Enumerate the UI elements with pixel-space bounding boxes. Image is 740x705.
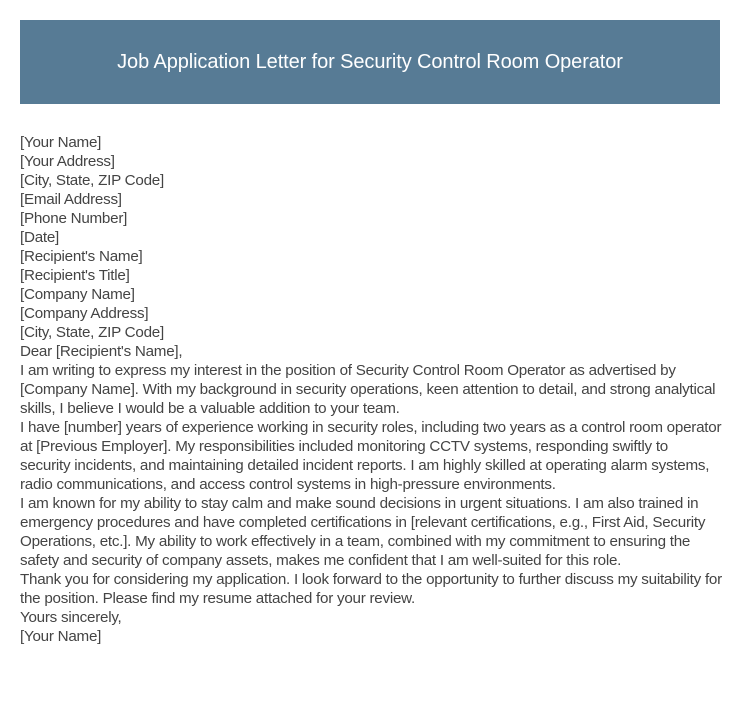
paragraph-intro: I am writing to express my interest in the position of Security Control Room Operator as advertised by [Company Name]. With my background in security operations, keen attention to detail, and strong analytical skills, I believe I would be a valuable addition to your team. — [20, 362, 716, 417]
page-title: Job Application Letter for Security Control Room Operator — [117, 50, 623, 73]
salutation: Dear [Recipient's Name], — [20, 343, 183, 360]
letter-date: [Date] — [20, 229, 60, 246]
paragraph-qualities: I am known for my ability to stay calm and make sound decisions in urgent situations. I am also trained in emergency procedures and have completed certifications in [relevant certifications, e.g., First Aid, Security Operations, etc.]. My ability to work effectively in a team, combined with my commitment to ensuring the safety and security of company assets, makes me confident that I am well-suited for this role. — [20, 495, 706, 569]
paragraph-closing: Thank you for considering my application. I look forward to the opportunity to further discuss my suitability for the position. Please find my resume attached for your review. — [20, 571, 722, 607]
letter-body — [20, 133, 722, 646]
recipient-company-address: [Company Address] — [20, 305, 149, 322]
title-banner — [20, 20, 720, 104]
sender-phone: [Phone Number] — [20, 210, 128, 227]
sender-email: [Email Address] — [20, 191, 122, 208]
sender-address: [Your Address] — [20, 153, 115, 170]
recipient-block — [20, 247, 722, 342]
closing: Yours sincerely, — [20, 609, 122, 626]
sender-block — [20, 133, 722, 247]
sender-city-state-zip: [City, State, ZIP Code] — [20, 172, 164, 189]
signature: [Your Name] — [20, 628, 102, 645]
sender-name: [Your Name] — [20, 134, 102, 151]
paragraph-experience: I have [number] years of experience working in security roles, including two years as a control room operator at [Previous Employer]. My responsibilities included monitoring CCTV systems, responding swiftly to security incidents, and maintaining detailed incident reports. I am highly skilled at operating alarm systems, radio communications, and access control systems in high-pressure environments. — [20, 419, 722, 493]
recipient-name: [Recipient's Name] — [20, 248, 143, 265]
recipient-company: [Company Name] — [20, 286, 135, 303]
recipient-title: [Recipient's Title] — [20, 267, 130, 284]
recipient-city-state-zip: [City, State, ZIP Code] — [20, 324, 164, 341]
